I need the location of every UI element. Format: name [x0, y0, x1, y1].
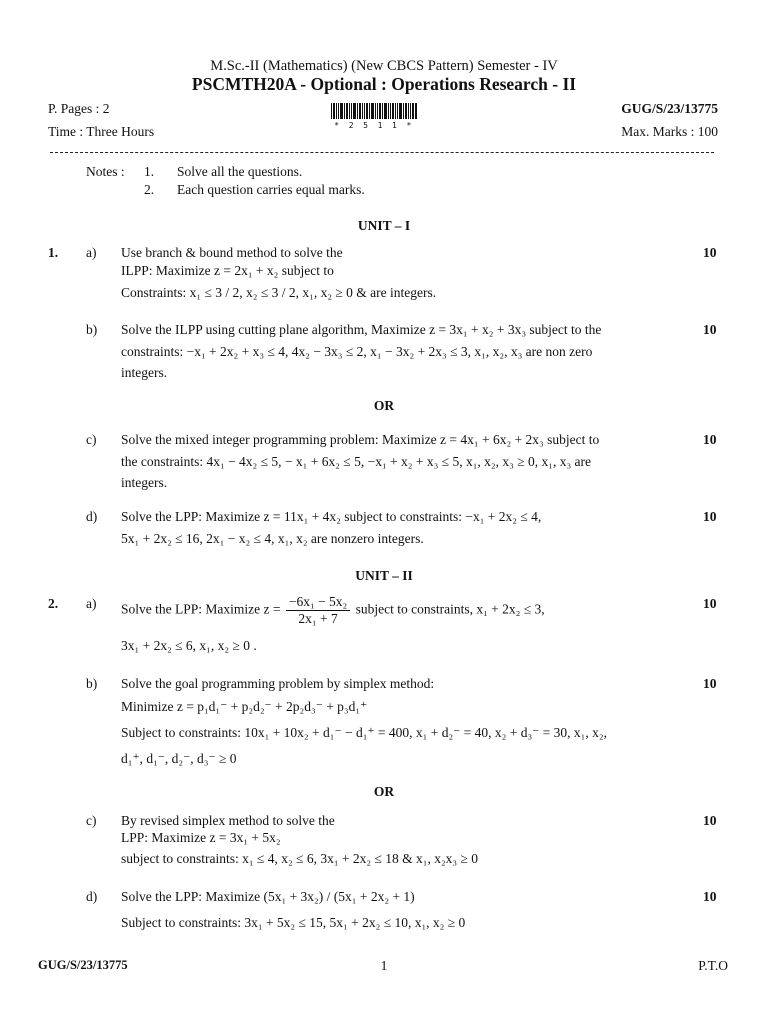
question-text: Solve the LPP: Maximize (5x₁ + 3x₂) / (5x₁ + 2x₂ + 1) [121, 889, 415, 904]
question-text: Solve the mixed integer programming problem: Maximize z = 4x₁ + 6x₂ + 2x₃ subject to [121, 432, 600, 447]
pto-label: P.T.O [698, 958, 728, 973]
fractional-objective [121, 594, 545, 627]
header-divider [50, 152, 714, 153]
question-marks: 10 [703, 676, 717, 691]
barcode-icon [331, 103, 417, 119]
part-label: d) [86, 889, 98, 904]
part-label: a) [86, 245, 97, 260]
question-text: Solve the goal programming problem by simplex method: [121, 676, 435, 691]
question-marks: 10 [703, 322, 717, 337]
page-number: 1 [380, 958, 388, 973]
barcode-number: * 2 5 1 1 * [334, 121, 414, 130]
or-separator: OR [373, 784, 395, 799]
question-text: Subject to constraints: 3x₁ + 5x₂ ≤ 15, 5x₁ + 2x₂ ≤ 10, x₁, x₂ ≥ 0 [121, 915, 466, 930]
question-text: Constraints: x₁ ≤ 3 / 2, x₂ ≤ 3 / 2, x₁, x₂ ≥ 0 & are integers. [121, 285, 437, 300]
question-text: 3x₁ + 2x₂ ≤ 6, x₁, x₂ ≥ 0 . [121, 638, 257, 653]
question-text: ILPP: Maximize z = 2x₁ + x₂ subject to [121, 263, 334, 278]
exam-duration: Time : Three Hours [48, 124, 155, 139]
question-text: LPP: Maximize z = 3x₁ + 5x₂ [121, 830, 281, 845]
part-label: d) [86, 509, 98, 524]
question-text: Solve the ILPP using cutting plane algorithm, Maximize z = 3x₁ + x₂ + 3x₃ subject to the [121, 322, 602, 337]
question-number: 2. [48, 596, 59, 611]
part-label: a) [86, 596, 97, 611]
part-label: b) [86, 322, 98, 337]
question-marks: 10 [703, 889, 717, 904]
question-text: subject to constraints, x₁ + 2x₂ ≤ 3, [355, 601, 545, 617]
question-number: 1. [48, 245, 59, 260]
question-marks: 10 [703, 813, 717, 828]
unit-1-heading: UNIT – I [357, 218, 411, 233]
max-marks: Max. Marks : 100 [621, 124, 718, 139]
question-text: subject to constraints: x₁ ≤ 4, x₂ ≤ 6, 3x₁ + 2x₂ ≤ 18 & x₁, x₂x₃ ≥ 0 [121, 851, 479, 866]
question-marks: 10 [703, 596, 717, 611]
objective-fraction [286, 594, 350, 627]
part-label: c) [86, 813, 97, 828]
part-label: c) [86, 432, 97, 447]
question-text: Minimize z = p₁d₁⁻ + p₂d₂⁻ + 2p₂d₃⁻ + p₃d₁⁺ [121, 699, 368, 714]
paper-code: GUG/S/23/13775 [621, 101, 718, 116]
note-number: 1. [144, 164, 155, 179]
course-title: M.Sc.-II (Mathematics) (New CBCS Pattern) Semester - IV [210, 58, 558, 74]
footer-code: GUG/S/23/13775 [38, 958, 128, 972]
question-text: d₁⁺, d₁⁻, d₂⁻, d₃⁻ ≥ 0 [121, 751, 237, 766]
question-marks: 10 [703, 509, 717, 524]
part-label: b) [86, 676, 98, 691]
question-text: integers. [121, 475, 168, 490]
paper-title: PSCMTH20A - Optional : Operations Research - II [191, 74, 577, 94]
unit-2-heading: UNIT – II [355, 568, 413, 583]
question-text: Solve the LPP: Maximize z = [121, 601, 281, 617]
question-marks: 10 [703, 245, 717, 260]
question-marks: 10 [703, 432, 717, 447]
notes-label: Notes : [86, 164, 125, 179]
question-text: Use branch & bound method to solve the [121, 245, 343, 260]
question-text: 5x₁ + 2x₂ ≤ 16, 2x₁ − x₂ ≤ 4, x₁, x₂ are nonzero integers. [121, 531, 424, 546]
question-text: Solve the LPP: Maximize z = 11x₁ + 4x₂ subject to constraints: −x₁ + 2x₂ ≤ 4, [121, 509, 542, 524]
question-text: By revised simplex method to solve the [121, 813, 335, 828]
question-text: constraints: −x₁ + 2x₂ + x₃ ≤ 4, 4x₂ − 3x₃ ≤ 2, x₁ − 3x₂ + 2x₃ ≤ 3, x₁, x₂, x₃ are non zero [121, 344, 593, 359]
fraction-denominator: 2x₁ + 7 [298, 611, 338, 626]
question-text: the constraints: 4x₁ − 4x₂ ≤ 5, − x₁ + 6x₂ ≤ 5, −x₁ + x₂ + x₃ ≤ 5, x₁, x₂, x₃ ≥ 0, x₁, x₃ are [121, 454, 592, 469]
or-separator: OR [373, 398, 395, 413]
note-number: 2. [144, 182, 155, 197]
page-count: P. Pages : 2 [48, 101, 110, 116]
question-text: Subject to constraints: 10x₁ + 10x₂ + d₁⁻ − d₁⁺ = 400, x₁ + d₂⁻ = 40, x₂ + d₃⁻ = 30, x₁, x₂, [121, 725, 607, 740]
note-text: Each question carries equal marks. [177, 182, 365, 197]
fraction-numerator: −6x₁ − 5x₂ [286, 594, 350, 611]
note-text: Solve all the questions. [177, 164, 303, 179]
question-text: integers. [121, 365, 168, 380]
